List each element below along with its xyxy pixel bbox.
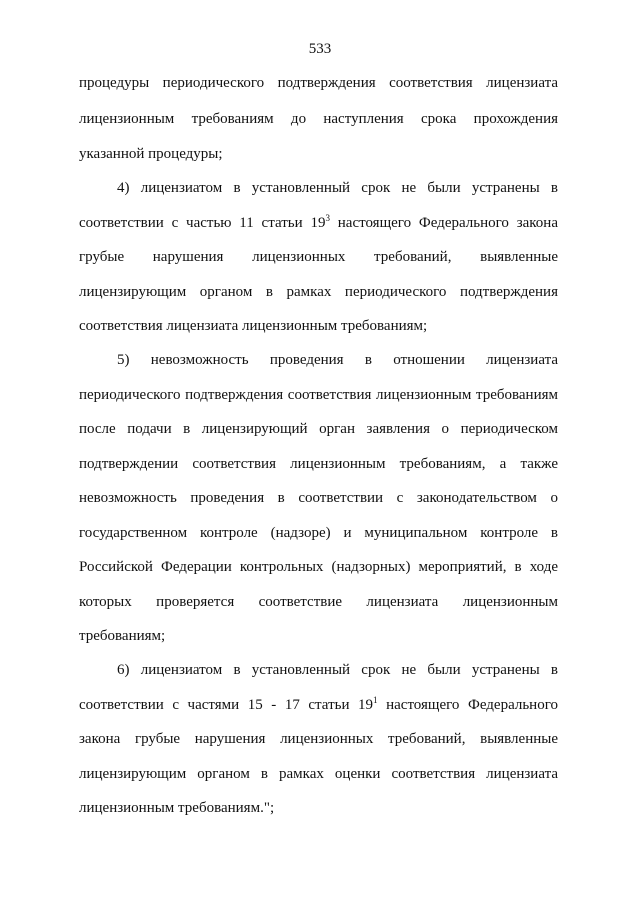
text-fragment: соответствии с частями 15 - 17 статьи 19 xyxy=(79,697,374,713)
text-line: 5) невозможность проведения в отношении лицензиата xyxy=(117,352,558,368)
text-line: указанной процедуры; xyxy=(79,146,223,162)
text-line: грубые нарушения лицензионных требований, выявленные xyxy=(79,249,558,265)
text-line: 6) лицензиатом в установленный срок не были устранены в xyxy=(117,662,558,678)
text-line: после подачи в лицензирующий орган заявления о периодическом xyxy=(79,421,558,437)
text-fragment: настоящего Федерального закона xyxy=(337,215,558,231)
text-line: лицензирующим органом в рамках периодического подтверждения xyxy=(79,284,558,300)
text-line: требованиям; xyxy=(79,628,166,644)
superscript: 3 xyxy=(325,213,330,223)
text-line: лицензионным требованиям до наступления срока прохождения xyxy=(79,111,558,127)
text-line: лицензионным требованиям."; xyxy=(79,800,275,816)
text-line: невозможность проведения в соответствии с законодательством о xyxy=(79,490,558,506)
text-line: Российской Федерации контрольных (надзорных) мероприятий, в ходе xyxy=(79,559,558,575)
text-line: государственном контроле (надзоре) и муниципальном контроле в xyxy=(79,525,558,541)
text-line-with-superscript xyxy=(79,696,558,714)
text-line: подтверждении соответствия лицензионным требованиям, а также xyxy=(79,456,558,472)
text-line: 4) лицензиатом в установленный срок не были устранены в xyxy=(117,180,558,196)
page-number: 533 xyxy=(308,41,332,57)
text-line: лицензирующим органом в рамках оценки соответствия лицензиата xyxy=(79,766,558,782)
text-fragment: соответствии с частью 11 статьи 19 xyxy=(79,215,326,231)
text-fragment: настоящего Федерального xyxy=(386,697,558,713)
text-line: соответствия лицензиата лицензионным требованиям; xyxy=(79,318,428,334)
text-line: которых проверяется соответствие лицензиата лицензионным xyxy=(79,594,558,610)
text-line: закона грубые нарушения лицензионных требований, выявленные xyxy=(79,731,558,747)
text-line-with-superscript xyxy=(79,214,558,232)
text-line: процедуры периодического подтверждения соответствия лицензиата xyxy=(79,75,558,91)
superscript: 1 xyxy=(373,695,378,705)
text-line: периодического подтверждения соответствия лицензионным требованиям xyxy=(79,387,558,403)
